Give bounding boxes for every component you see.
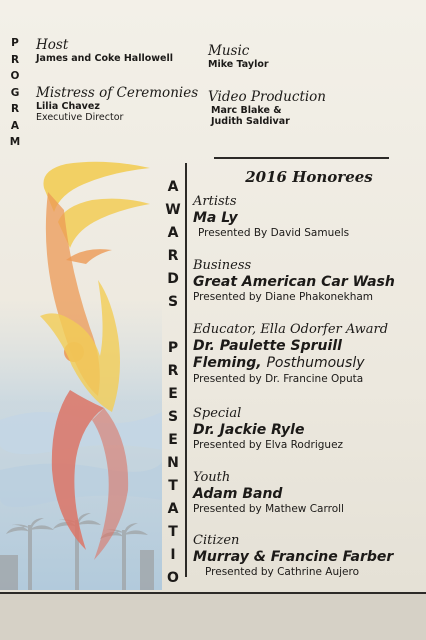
awards-letter: A xyxy=(167,179,179,195)
award-citizen xyxy=(193,534,393,580)
awards-presentation-vertical-label xyxy=(162,180,184,617)
award-presenter: Presented by Cathrine Aujero xyxy=(205,566,360,579)
program-vertical-label xyxy=(8,38,22,154)
music-role: Music xyxy=(208,43,250,59)
awards-letter: W xyxy=(165,202,181,218)
awards-letter: T xyxy=(168,524,178,540)
award-presenter: Presented by Elva Rodriguez xyxy=(193,439,344,452)
award-artists xyxy=(193,195,349,241)
award-category: Youth xyxy=(193,470,231,485)
award-category: Special xyxy=(193,406,242,421)
program-letter: R xyxy=(10,53,20,66)
mistress-title: Executive Director xyxy=(36,111,124,123)
award-honoree: Dr. Jackie Ryle xyxy=(193,421,305,438)
awards-divider xyxy=(185,163,187,577)
award-category: Business xyxy=(193,258,252,273)
award-honoree-note: Posthumously xyxy=(266,355,365,372)
award-category: Citizen xyxy=(193,533,240,548)
awards-letter: P xyxy=(167,340,179,356)
awards-letter: I xyxy=(170,547,176,563)
awards-letter: S xyxy=(167,294,179,310)
award-honoree: Ma Ly xyxy=(193,209,238,226)
awards-letter: E xyxy=(168,386,178,402)
host-names: James and Coke Hallowell xyxy=(36,52,173,64)
award-honoree-line1: Dr. Paulette Spruill xyxy=(193,337,342,354)
awards-letter: T xyxy=(168,478,178,494)
award-special xyxy=(193,407,343,453)
host-role: Host xyxy=(36,37,69,53)
mistress-credit xyxy=(36,86,198,123)
table-surface xyxy=(0,594,426,640)
honorees-title: 2016 Honorees xyxy=(245,168,373,186)
awards-letter: E xyxy=(168,432,178,448)
award-presenter: Presented by Mathew Carroll xyxy=(193,503,344,516)
award-honoree: Murray & Francine Farber xyxy=(193,548,394,565)
music-names: Mike Taylor xyxy=(208,58,269,70)
award-educator xyxy=(193,323,388,387)
award-presenter: Presented By David Samuels xyxy=(198,227,350,240)
awards-letter: S xyxy=(167,409,179,425)
program-letter: O xyxy=(10,70,20,82)
music-credit xyxy=(208,44,269,70)
program-letter: G xyxy=(10,86,20,99)
award-category: Artists xyxy=(193,194,237,209)
program-letter: P xyxy=(11,37,19,49)
award-category: Educator, Ella Odorfer Award xyxy=(193,322,389,337)
program-letter: R xyxy=(10,103,20,115)
host-credit xyxy=(36,38,173,64)
award-honoree-surname: Fleming, xyxy=(193,355,262,372)
program-letter: A xyxy=(10,119,20,132)
awards-letter: N xyxy=(167,455,179,471)
awards-letter: O xyxy=(167,570,179,586)
video-names-line2: Judith Saldivar xyxy=(211,115,290,127)
award-honoree-line2 xyxy=(193,355,388,373)
award-presenter: Presented by Dr. Francine Oputa xyxy=(193,372,364,385)
awards-letter: R xyxy=(167,363,179,379)
awards-letter: R xyxy=(167,248,179,264)
awards-letter: A xyxy=(167,225,179,241)
video-names-line1: Marc Blake & xyxy=(211,104,282,116)
awards-letter: A xyxy=(167,501,179,517)
mistress-names: Lilia Chavez xyxy=(36,100,100,112)
program-letter: M xyxy=(9,136,21,148)
video-credit xyxy=(208,90,326,127)
honorees-divider xyxy=(214,157,389,159)
award-youth xyxy=(193,471,344,517)
awards-letter: D xyxy=(167,271,179,287)
video-role: Video Production xyxy=(208,89,327,105)
awards-logo-illustration xyxy=(0,150,162,590)
mistress-role: Mistress of Ceremonies xyxy=(36,85,199,101)
award-honoree: Great American Car Wash xyxy=(193,273,395,290)
award-business xyxy=(193,259,395,305)
award-presenter: Presented by Diane Phakonekham xyxy=(193,291,374,304)
award-honoree: Adam Band xyxy=(193,485,283,502)
